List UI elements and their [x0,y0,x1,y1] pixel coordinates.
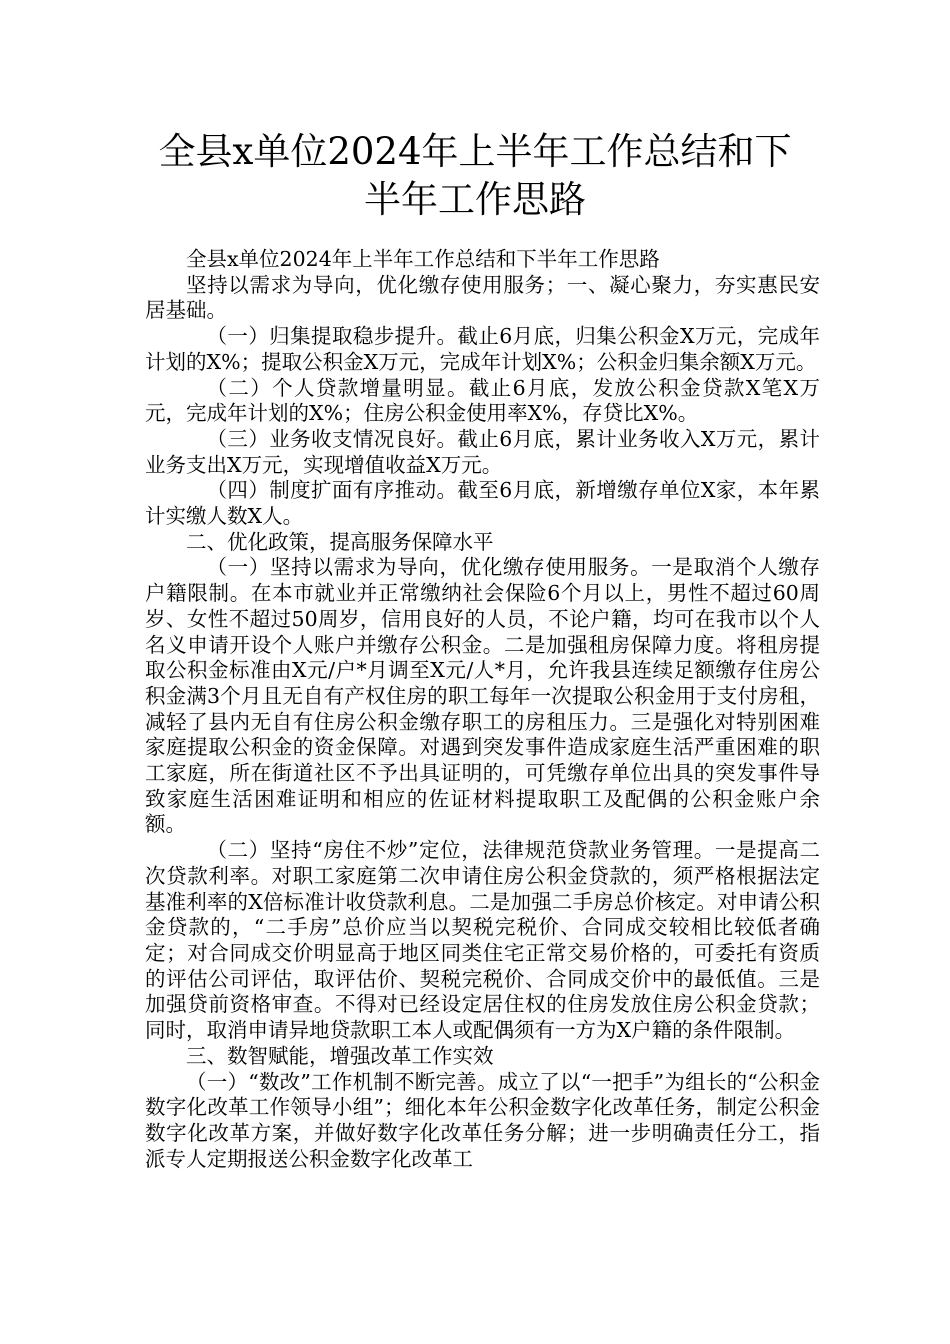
paragraph: （四）制度扩面有序推动。截至6月底，新增缴存单位X家，本年累计实缴人数X人。 [145,478,820,529]
paragraph: （三）业务收支情况良好。截止6月底，累计业务收入X万元，累计业务支出X万元，实现增值收益X万元。 [145,426,820,477]
document-body [145,247,820,1172]
document-title: 全县x单位2024年上半年工作总结和下半年工作思路 [158,130,792,221]
paragraph: （一）坚持以需求为导向，优化缴存使用服务。一是取消个人缴存户籍限制。在本市就业并正常缴纳社会保险6个月以上，男性不超过60周岁、女性不超过50周岁，信用良好的人员，不论户籍，均可在我市以个人名义申请开设个人账户并缴存公积金。二是加强租房保障力度。将租房提取公积金标准由X元/户*月调至X元/人*月，允许我县连续足额缴存住房公积金满3个月且无自有产权住房的职工每年一次提取公积金用于支付房租，减轻了县内无自有住房公积金缴存职工的房租压力。三是强化对特别困难家庭提取公积金的资金保障。对遇到突发事件造成家庭生活严重困难的职工家庭，所在街道社区不予出具证明的，可凭缴存单位出具的突发事件导致家庭生活困难证明和相应的佐证材料提取职工及配偶的公积金账户余额。 [145,555,820,837]
paragraph: 坚持以需求为导向，优化缴存使用服务；一、凝心聚力，夯实惠民安居基础。 [145,272,820,323]
paragraph: （一）归集提取稳步提升。截止6月底，归集公积金X万元，完成年计划的X%；提取公积金X万元，完成年计划X%；公积金归集余额X万元。 [145,324,820,374]
paragraph: （二）坚持“房住不炒”定位，法律规范贷款业务管理。一是提高二次贷款利率。对职工家庭第二次申请住房公积金贷款的，须严格根据法定基准利率的X倍标准计收贷款利息。二是加强二手房总价核定。对申请公积金贷款的，“二手房”总价应当以契税完税价、合同成交较相比较低者确定；对合同成交价明显高于地区同类住宅正常交易价格的，可委托有资质的评估公司评估，取评估价、契税完税价、合同成交价中的最低值。三是加强贷前资格审查。不得对已经设定居住权的住房发放住房公积金贷款；同时，取消申请异地贷款职工本人或配偶须有一方为X户籍的条件限制。 [145,838,820,1043]
paragraph: （一）“数改”工作机制不断完善。成立了以“一把手”为组长的“公积金数字化改革工作领导小组”；细化本年公积金数字化改革任务，制定公积金数字化改革方案，并做好数字化改革任务分解；进一步明确责任分工，指派专人定期报送公积金数字化改革工 [145,1069,820,1171]
section-heading: 三、数智赋能，增强改革工作实效 [186,1043,494,1068]
paragraph-heading: 全县x单位2024年上半年工作总结和下半年工作思路 [186,247,660,271]
section-heading: 二、优化政策，提高服务保障水平 [186,529,494,554]
paragraph: （二）个人贷款增量明显。截止6月底，发放公积金贷款X笔X万元，完成年计划的X%；住房公积金使用率X%，存贷比X%。 [145,375,820,426]
